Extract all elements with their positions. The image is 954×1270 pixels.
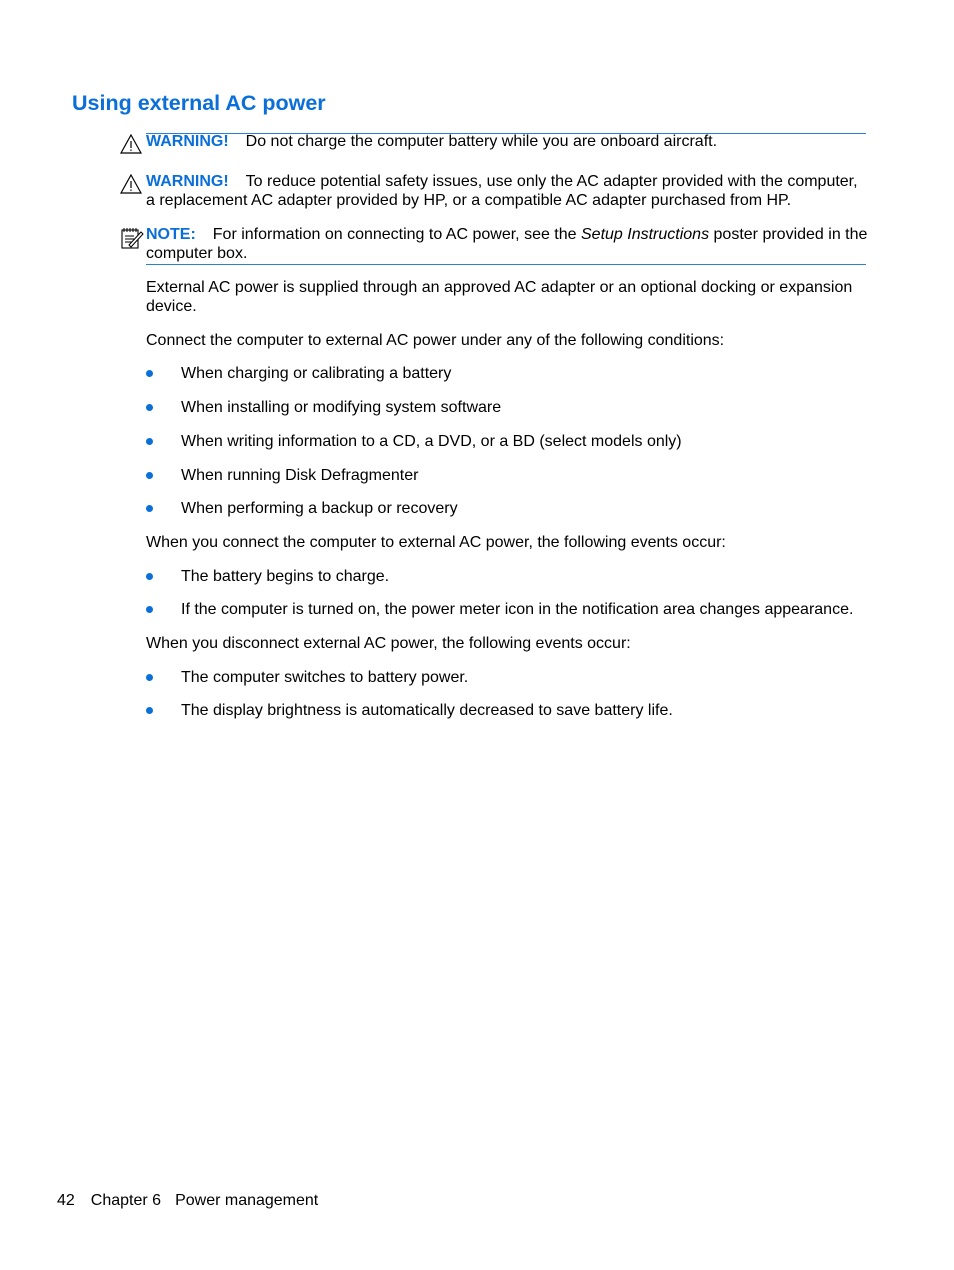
bullet-icon	[146, 438, 153, 445]
bullet-icon	[146, 707, 153, 714]
bullet-icon	[146, 606, 153, 613]
note-text-before: For information on connecting to AC power, see the	[212, 226, 577, 243]
note-italic-title: Setup Instructions	[581, 226, 710, 243]
callout-bottom-rule	[146, 264, 866, 265]
disconnect-lead: When you disconnect external AC power, the following events occur:	[146, 635, 631, 652]
bullet-icon	[146, 370, 153, 377]
chapter-title: Power management	[175, 1192, 319, 1209]
connect-lead: When you connect the computer to external AC power, the following events occur:	[146, 534, 726, 551]
note-callout	[146, 225, 868, 263]
note-pad-icon	[120, 226, 144, 255]
warning-triangle-icon	[120, 174, 142, 199]
warning-label: WARNING!	[146, 173, 229, 190]
bullet-icon	[146, 505, 153, 512]
note-label: NOTE:	[146, 226, 196, 243]
warning-text: To reduce potential safety issues, use only the AC adapter provided with the computer, a replacement AC adapter provided by HP, or a compatible AC adapter purchased from HP.	[146, 173, 858, 209]
warning-label: WARNING!	[146, 133, 229, 150]
chapter-number: Chapter 6	[90, 1192, 162, 1209]
bullet-icon	[146, 404, 153, 411]
warning-text: Do not charge the computer battery while you are onboard aircraft.	[245, 133, 718, 150]
page-footer	[57, 1192, 334, 1210]
note-text-after: poster provided in the computer box.	[146, 226, 868, 262]
warning-callout-1	[146, 132, 868, 151]
bullet-icon	[146, 472, 153, 479]
page-number: 42	[57, 1192, 75, 1209]
conditions-lead: Connect the computer to external AC power under any of the following conditions:	[146, 332, 725, 349]
warning-triangle-icon	[120, 134, 142, 159]
intro-paragraph: External AC power is supplied through an approved AC adapter or an optional docking or expansion device.	[146, 279, 853, 315]
bullet-icon	[146, 573, 153, 580]
bullet-icon	[146, 674, 153, 681]
warning-callout-2	[146, 172, 868, 210]
page-title: Using external AC power	[72, 91, 326, 115]
